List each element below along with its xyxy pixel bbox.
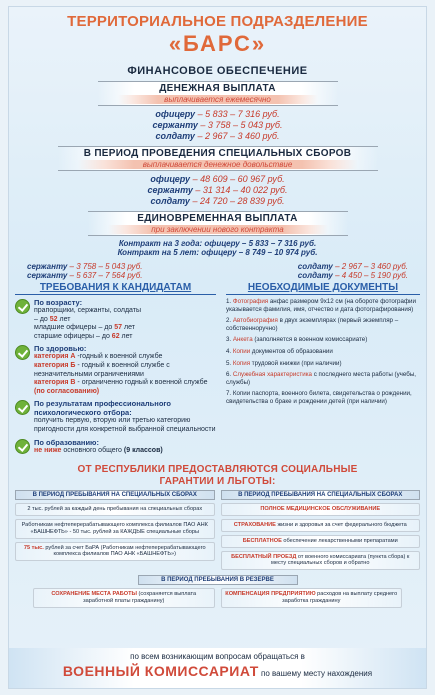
lump-right: солдату – 2 967 – 3 460 руб. солдату – 4 450 – 5 190 руб. — [297, 262, 408, 280]
documents-title: НЕОБХОДИМЫЕ ДОКУМЕНТЫ — [226, 282, 420, 295]
footer-intro: по всем возникающим вопросам обращаться в — [130, 652, 305, 661]
poster — [8, 6, 427, 689]
check-icon — [15, 345, 30, 360]
cash-row: офицеру – 5 833 – 7 316 руб. — [155, 109, 280, 119]
requirements-column — [15, 282, 220, 458]
social-box: ПОЛНОЕ МЕДИЦИНСКОЕ ОБСЛУЖИВАНИЕ — [221, 503, 421, 516]
social-title: ОТ РЕСПУБЛИКИ ПРЕДОСТАВЛЯЮТСЯ СОЦИАЛЬНЫЕ ГАРАНТИИ И ЛЬГОТЫ: — [77, 464, 358, 488]
req-psych: По результатам профессионального психологического отбора: получить первую, вторую или третью категорию пригодности для конкретной выбранной специальности — [15, 399, 216, 434]
reserve-row — [9, 588, 426, 611]
doc-item: 7. Копии паспорта, военного билета, свидетельства о рождении, свидетельства о браке и рождении детей (при наличии) — [225, 390, 412, 405]
requirements-documents — [9, 282, 426, 458]
doc-item: 4. Копии документов об образовании — [225, 347, 333, 355]
check-icon — [15, 400, 30, 415]
social-right: В ПЕРИОД ПРЕБЫВАНИЯ НА СПЕЦИАЛЬНЫХ СБОРАХ ПОЛНОЕ МЕДИЦИНСКОЕ ОБСЛУЖИВАНИЕ СТРАХОВАНИЕ жизни и здоровья за счет федерального бюджета БЕСПЛАТНОЕ обеспечение лекарственными препаратами БЕСПЛАТНЫЙ ПРОЕЗД от военного комиссариата (пункта сбора) к месту специальных сборов и обратно — [221, 490, 421, 573]
social-box: Работникам нефтеперерабатывающего комплекса филиалов ПАО АНК «БАШНЕФТЬ» - 50 тыс. рублей за КАЖДЫЕ специальные сборы — [15, 519, 215, 539]
training-row: офицеру – 48 609 – 60 967 руб. — [150, 174, 285, 184]
reserve-box: КОМПЕНСАЦИЯ ПРЕДПРИЯТИЮ расходов на выплату среднего заработка гражданину — [221, 588, 403, 608]
req-education: По образованию: не ниже основного общего (9 классов) — [15, 438, 216, 456]
training-amounts — [9, 174, 426, 207]
reserve-heading: В ПЕРИОД ПРЕБЫВАНИЯ В РЕЗЕРВЕ — [138, 575, 298, 585]
social-box: 2 тыс. рублей за каждый день пребывания на специальных сборах — [15, 503, 215, 516]
contract-lines — [9, 239, 426, 257]
social-box: БЕСПЛАТНЫЙ ПРОЕЗД от военного комиссариата (пункта сбора) к месту специальных сборов и обратно — [221, 551, 421, 571]
lump-left: сержанту – 3 758 – 5 043 руб. сержанту – 5 637 – 7 564 руб. — [27, 262, 143, 280]
unit-name: «БАРС» — [168, 31, 267, 56]
doc-item: 1. Фотография анфас размером 9х12 см (на обороте фотографии указывается фамилия, имя, отчество и дата фотографирования) — [225, 298, 416, 313]
check-icon — [15, 299, 30, 314]
requirements-title: ТРЕБОВАНИЯ К КАНДИДАТАМ — [15, 282, 216, 295]
cash-amounts — [9, 109, 426, 142]
finance-heading: ФИНАНСОВОЕ ОБЕСПЕЧЕНИЕ — [127, 65, 308, 77]
lump-title: ЕДИНОВРЕМЕННАЯ ВЫПЛАТА — [137, 213, 298, 224]
doc-item: 2. Автобиография в двух экземплярах (первый экземпляр – собственноручно) — [225, 317, 399, 332]
training-row: солдату – 24 720 – 28 839 руб. — [150, 196, 285, 206]
check-icon — [15, 439, 30, 454]
training-title: В ПЕРИОД ПРОВЕДЕНИЯ СПЕЦИАЛЬНЫХ СБОРОВ — [83, 148, 352, 159]
req-age: По возрасту: прапорщики, сержанты, солдаты – до 52 лет младшие офицеры – до 57 лет старшие офицеры – до 62 лет — [15, 298, 216, 341]
contract-5: Контракт на 5 лет: офицеру – 8 749 – 10 974 руб. — [117, 248, 318, 257]
cash-row: солдату – 2 967 – 3 460 руб. — [155, 131, 280, 141]
cash-band — [98, 81, 338, 106]
commissariat-label: ВОЕННЫЙ КОМИССАРИАТ — [62, 663, 259, 679]
doc-item: 6. Служебная характеристика с последнего места работы (учебы, службы) — [225, 371, 416, 386]
req-health: По здоровью: категория А -годный к военной службе категория Б - годный к военной службе с незначительными ограничениями категория В - ограниченно годный к военной службе (по согласованию) — [15, 344, 216, 396]
documents-column — [220, 282, 420, 458]
cash-row: сержанту – 3 758 – 5 043 руб. — [152, 120, 283, 130]
contract-3: Контракт на 3 года: офицеру – 5 833 – 7 316 руб. — [118, 239, 317, 248]
footer-location: по вашему месту нахождения — [258, 669, 373, 678]
lump-sub: при заключении нового контракта — [108, 225, 328, 234]
page-title: ТЕРРИТОРИАЛЬНОЕ ПОДРАЗДЕЛЕНИЕ — [67, 13, 368, 30]
social-box: 75 тыс. рублей за счет БаРА (Работникам нефтеперерабатывающего комплекса филиалов ПАО АНК «БАШНЕФТЬ») — [15, 542, 215, 562]
reserve-box: СОХРАНЕНИЕ МЕСТА РАБОТЫ (сохраняется выплата заработной платы гражданину) — [33, 588, 215, 608]
training-band — [58, 146, 378, 171]
cash-sub: выплачивается ежемесячно — [118, 95, 318, 104]
lump-band — [88, 211, 348, 236]
social-box: СТРАХОВАНИЕ жизни и здоровья за счет федерального бюджета — [221, 519, 421, 532]
social-grid — [9, 490, 426, 573]
cash-title: ДЕНЕЖНАЯ ВЫПЛАТА — [159, 83, 276, 94]
training-sub: выплачивается денежное довольствие — [78, 160, 358, 169]
doc-item: 3. Анкета (заполняется в военном комиссариате) — [225, 336, 368, 344]
doc-item: 5. Копия трудовой книжки (при наличии) — [225, 359, 342, 367]
social-box: БЕСПЛАТНОЕ обеспечение лекарственными препаратами — [221, 535, 421, 548]
lump-amounts — [9, 262, 426, 280]
training-row: сержанту – 31 314 – 40 022 руб. — [147, 185, 288, 195]
social-left: В ПЕРИОД ПРЕБЫВАНИЯ НА СПЕЦИАЛЬНЫХ СБОРАХ 2 тыс. рублей за каждый день пребывания на специальных сборах Работникам нефтеперерабатывающего комплекса филиалов ПАО АНК «БАШНЕФТЬ» - 50 тыс. рублей за КАЖДЫЕ специальные сборы 75 тыс. рублей за счет БаРА (Работникам нефтеперерабатывающего комплекса филиалов ПАО АНК «БАШНЕФТЬ») — [15, 490, 215, 573]
contact-footer — [9, 648, 426, 688]
